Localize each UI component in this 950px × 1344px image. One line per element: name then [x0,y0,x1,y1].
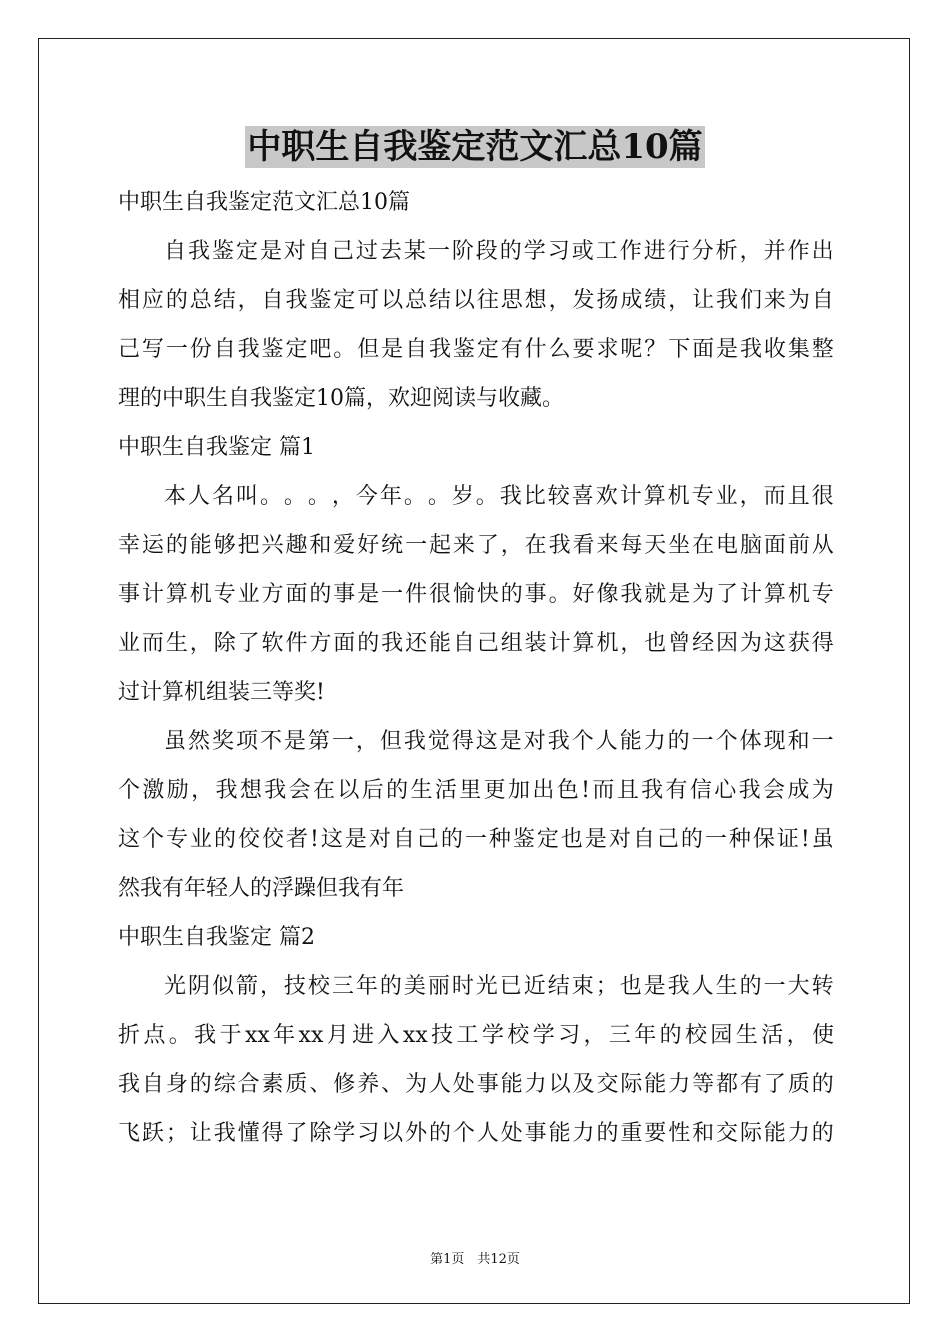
text-line: 光 阴 似 箭 ， 技 校 三 年 的 美 丽 时 光 已 近 结 束 ； 也 是 我 人 生 的 一 大 转 [164,974,834,999]
text-line: 中职生自我鉴定 篇2 [118,925,315,950]
text-line: 中职生自我鉴定范文汇总10篇 [118,190,410,215]
text-line: 飞 跃 ； 让 我 懂 得 了 除 学 习 以 外 的 个 人 处 事 能 力 的 重 要 性 和 交 际 能 力 的 [118,1121,834,1146]
page-footer: 第1页 共12页 [430,1252,520,1267]
text-line: 自 我 鉴 定 是 对 自 己 过 去 某 一 阶 段 的 学 习 或 工 作 进 行 分 析 ， 并 作 出 [164,239,834,264]
title-container [0,126,950,168]
text-line: 这 个 专 业 的 佼 佼 者 ! 这 是 对 自 己 的 一 种 鉴 定 也 是 对 自 己 的 一 种 保 证 ! 虽 [118,827,834,852]
text-line: 我 自 身 的 综 合 素 质 、 修 养 、 为 人 处 事 能 力 以 及 交 际 能 力 等 都 有 了 质 的 [118,1072,834,1097]
text-line: 然我有年轻人的浮躁但我有年 [118,876,405,901]
text-line: 折 点 。 我 于 xx 年 xx 月 进 入 xx 技 工 学 校 学 习 ， 三 年 的 校 园 生 活 ， 使 [118,1023,834,1048]
text-line: 事 计 算 机 专 业 方 面 的 事 是 一 件 很 愉 快 的 事 。 好 像 我 就 是 为 了 计 算 机 专 [118,582,834,607]
text-line: 幸 运 的 能 够 把 兴 趣 和 爱 好 统 一 起 来 了 ， 在 我 看 来 每 天 坐 在 电 脑 面 前 从 [118,533,834,558]
document-title: 中职生自我鉴定范文汇总10篇 [247,127,703,167]
text-line: 个 激 励 ， 我 想 我 会 在 以 后 的 生 活 里 更 加 出 色 ! 而 且 我 有 信 心 我 会 成 为 [118,778,834,803]
text-line: 过计算机组装三等奖! [118,680,325,705]
text-line: 己 写 一 份 自 我 鉴 定 吧 。 但 是 自 我 鉴 定 有 什 么 要 求 呢 ？ 下 面 是 我 收 集 整 [118,337,834,362]
text-line: 理的中职生自我鉴定10篇，欢迎阅读与收藏。 [118,386,564,411]
text-line: 虽 然 奖 项 不 是 第 一 ， 但 我 觉 得 这 是 对 我 个 人 能 力 的 一 个 体 现 和 一 [164,729,834,754]
text-line: 本 人 名 叫 。 。 。 ， 今 年 。 。 岁 。 我 比 较 喜 欢 计 算 机 专 业 ， 而 且 很 [164,484,834,509]
document-body [118,178,834,1158]
text-line: 相 应 的 总 结 ， 自 我 鉴 定 可 以 总 结 以 往 思 想 ， 发 扬 成 绩 ， 让 我 们 来 为 自 [118,288,834,313]
text-line: 中职生自我鉴定 篇1 [118,435,315,460]
text-line: 业 而 生 ， 除 了 软 件 方 面 的 我 还 能 自 己 组 装 计 算 机 ， 也 曾 经 因 为 这 获 得 [118,631,834,656]
